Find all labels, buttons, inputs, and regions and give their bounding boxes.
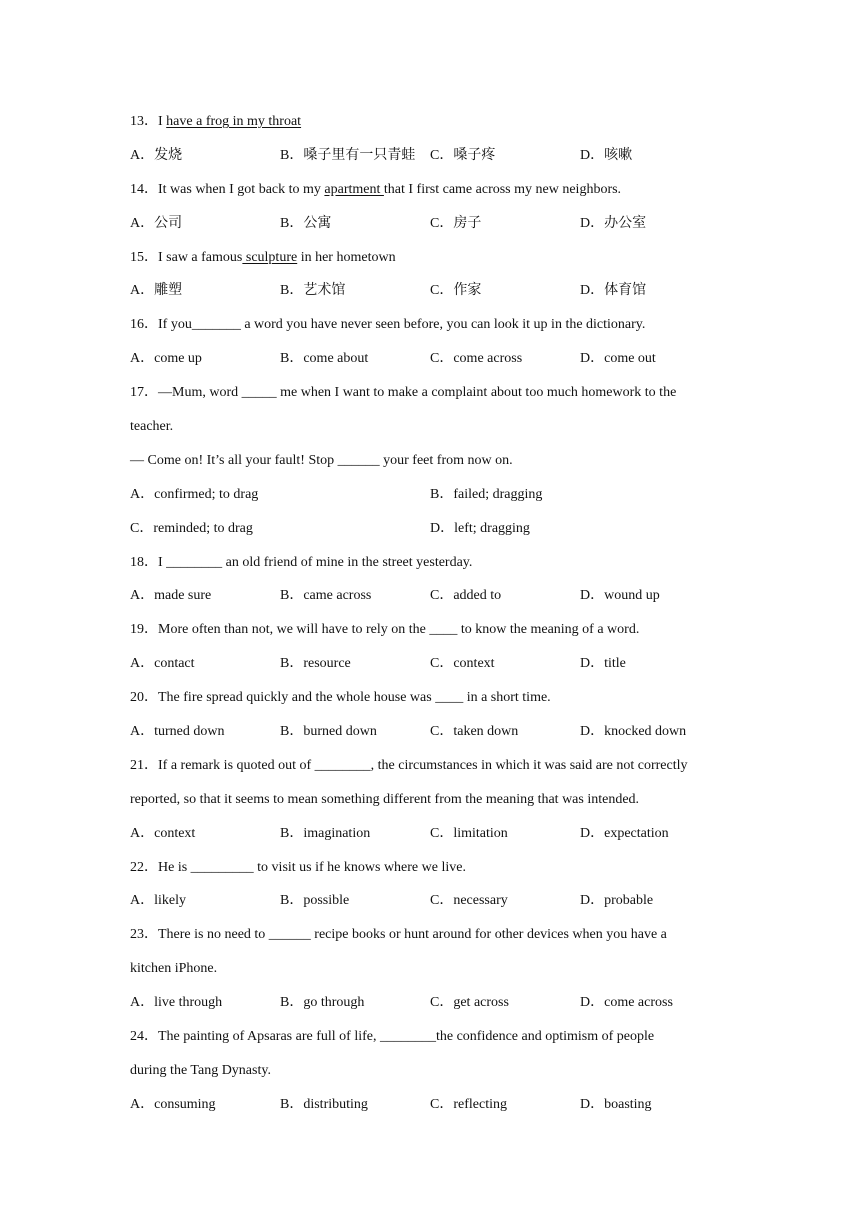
answer-options [130, 1094, 750, 1128]
question-stem-line [130, 1060, 750, 1094]
question-item [130, 619, 750, 687]
stem-text: 21．If a remark is quoted out of ________, the circumstances in which it was said are not correctly [130, 757, 688, 773]
question-stem-line [130, 179, 750, 213]
question-item [130, 314, 750, 382]
stem-text: — Come on! It’s all your fault! Stop ______ your feet from now on. [130, 452, 513, 468]
answer-option[interactable]: B．failed; dragging [430, 486, 543, 502]
stem-text: reported, so that it seems to mean something different from the meaning that was intended. [130, 791, 640, 807]
question-item [130, 755, 750, 857]
answer-option[interactable]: B．burned down [280, 724, 377, 740]
underlined-phrase: sculpture [242, 249, 298, 265]
question-item [130, 924, 750, 1026]
answer-option[interactable]: B．艺术馆 [280, 283, 346, 299]
stem-text: 13．I [130, 114, 167, 129]
answer-option[interactable]: C．taken down [430, 724, 519, 740]
answer-option[interactable]: A．made sure [130, 588, 212, 604]
answer-option[interactable]: D．knocked down [580, 724, 687, 740]
question-stem-line [130, 958, 750, 992]
stem-text: 23．There is no need to ______ recipe books or hunt around for other devices when you have a [130, 927, 667, 943]
answer-option[interactable]: C．context [430, 656, 495, 672]
underlined-phrase: apartment [324, 181, 384, 197]
answer-option[interactable]: C．added to [430, 588, 502, 604]
answer-option[interactable]: A．live through [130, 995, 223, 1011]
answer-option[interactable]: D．title [580, 656, 626, 672]
answer-option[interactable]: B．公寓 [280, 215, 332, 231]
answer-options [130, 280, 750, 314]
question-stem-line [130, 416, 750, 450]
question-stem-line [130, 111, 750, 145]
answer-option[interactable]: D．left; dragging [430, 520, 530, 536]
question-item [130, 1026, 750, 1128]
answer-options [130, 585, 750, 619]
question-item [130, 382, 750, 551]
question-item [130, 179, 750, 247]
answer-option[interactable]: A．雕塑 [130, 283, 183, 299]
question-stem-line [130, 247, 750, 281]
answer-option[interactable]: D．come across [580, 995, 673, 1011]
question-stem-line [130, 619, 750, 653]
question-item [130, 111, 750, 179]
answer-option[interactable]: A．confirmed; to drag [130, 486, 259, 502]
answer-option[interactable]: B．distributing [280, 1096, 368, 1112]
stem-text: 15．I saw a famous [130, 249, 243, 265]
question-stem-line [130, 382, 750, 416]
answer-options [130, 653, 750, 687]
question-item [130, 247, 750, 315]
answer-option[interactable]: C．嗓子疼 [430, 147, 496, 163]
stem-text: 20．The fire spread quickly and the whole house was ____ in a short time. [130, 690, 551, 706]
stem-text: 24．The painting of Apsaras are full of life, ________the confidence and optimism of people [130, 1029, 655, 1045]
answer-option[interactable]: A．come up [130, 351, 202, 367]
answer-option[interactable]: A．contact [130, 656, 195, 672]
answer-option[interactable]: C．reflecting [430, 1096, 507, 1112]
question-stem-line [130, 1026, 750, 1060]
answer-option[interactable]: D．expectation [580, 825, 669, 841]
stem-text: kitchen iPhone. [130, 961, 218, 977]
answer-options [130, 348, 750, 382]
stem-text: 16．If you_______ a word you have never seen before, you can look it up in the dictionary. [130, 317, 646, 333]
stem-text: 14．It was when I got back to my [130, 181, 325, 197]
question-item [130, 857, 750, 925]
answer-option[interactable]: C．get across [430, 995, 509, 1011]
question-stem-line [130, 857, 750, 891]
answer-option[interactable]: B．resource [280, 656, 351, 672]
answer-option[interactable]: A．公司 [130, 215, 183, 231]
answer-options [130, 213, 750, 247]
question-stem-line [130, 314, 750, 348]
answer-options [130, 484, 750, 518]
answer-option[interactable]: D．come out [580, 351, 656, 367]
answer-option[interactable]: D．体育馆 [580, 283, 647, 299]
question-item [130, 687, 750, 755]
stem-text: in her hometown [297, 249, 396, 265]
answer-options [130, 518, 750, 552]
stem-text: 18．I ________ an old friend of mine in the street yesterday. [130, 554, 473, 570]
underlined-phrase: have a frog in my throat [166, 114, 302, 129]
question-stem-line [130, 450, 750, 484]
answer-option[interactable]: C．reminded; to drag [130, 520, 253, 536]
answer-option[interactable]: C．necessary [430, 893, 508, 909]
answer-option[interactable]: A．likely [130, 893, 186, 909]
answer-option[interactable]: B．come about [280, 351, 369, 367]
answer-option[interactable]: B．came across [280, 588, 372, 604]
question-stem-line [130, 687, 750, 721]
stem-text: 17．—Mum, word _____ me when I want to make a complaint about too much homework to the [130, 385, 677, 401]
answer-options [130, 145, 750, 179]
answer-option[interactable]: D．咳嗽 [580, 147, 633, 163]
question-stem-line [130, 552, 750, 586]
answer-options [130, 823, 750, 857]
stem-text: teacher. [130, 419, 174, 435]
answer-option[interactable]: A．context [130, 825, 196, 841]
answer-option[interactable]: C．房子 [430, 215, 482, 231]
answer-option[interactable]: B．go through [280, 995, 365, 1011]
answer-option[interactable]: D．wound up [580, 588, 660, 604]
answer-option[interactable]: A．consuming [130, 1096, 216, 1112]
question-item [130, 552, 750, 620]
answer-option[interactable]: A．turned down [130, 724, 225, 740]
answer-option[interactable]: D．办公室 [580, 215, 647, 231]
answer-options [130, 992, 750, 1026]
answer-option[interactable]: D．boasting [580, 1096, 652, 1112]
answer-options [130, 890, 750, 924]
answer-option[interactable]: C．limitation [430, 825, 508, 841]
question-stem-line [130, 755, 750, 789]
stem-text: 22．He is _________ to visit us if he knows where we live. [130, 859, 466, 875]
answer-option[interactable]: B．imagination [280, 825, 371, 841]
stem-text: during the Tang Dynasty. [130, 1062, 271, 1078]
stem-text: that I first came across my new neighbors. [383, 181, 622, 197]
answer-option[interactable]: A．发烧 [130, 147, 183, 163]
stem-text: 19．More often than not, we will have to rely on the ____ to know the meaning of a word. [130, 622, 640, 638]
answer-option[interactable]: B．嗓子里有一只青蛙 [280, 147, 416, 163]
answer-option[interactable]: B．possible [280, 893, 350, 909]
question-stem-line [130, 924, 750, 958]
answer-option[interactable]: C．作家 [430, 283, 482, 299]
question-stem-line [130, 789, 750, 823]
answer-options [130, 721, 750, 755]
answer-option[interactable]: D．probable [580, 893, 654, 909]
question-list [130, 111, 750, 1128]
answer-option[interactable]: C．come across [430, 351, 523, 367]
